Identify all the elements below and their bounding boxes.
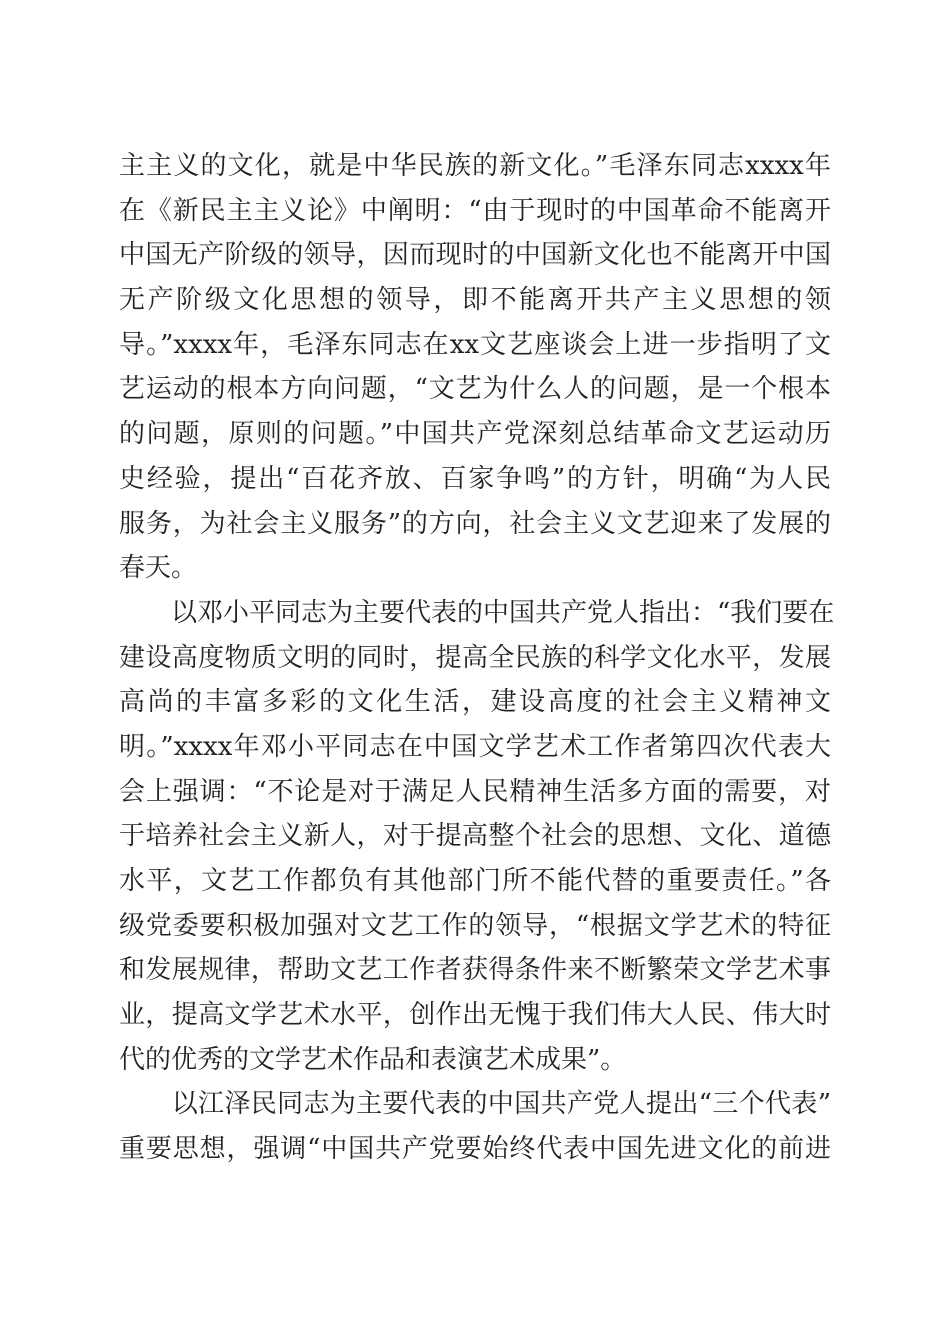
text-line: 和发展规律，帮助文艺工作者获得条件来不断繁荣文学艺术事 xyxy=(119,955,831,986)
paragraph-culture-history xyxy=(119,144,831,591)
text-line: 史经验，提出“百花齐放、百家争鸣”的方针，明确“为人民 xyxy=(119,463,831,494)
text-line: 主主义的文化，就是中华民族的新文化。”毛泽东同志xxxx年 xyxy=(119,151,831,181)
text-line: 级党委要积极加强对文艺工作的领导，“根据文学艺术的特征 xyxy=(119,910,831,941)
text-line: 的问题，原则的问题。”中国共产党深刻总结革命文艺运动历 xyxy=(119,419,831,450)
text-line: 以邓小平同志为主要代表的中国共产党人指出：“我们要在 xyxy=(119,597,835,628)
document-body xyxy=(119,144,835,1172)
text-line: 业，提高文学艺术水平，创作出无愧于我们伟大人民、伟大时 xyxy=(119,1000,831,1031)
paragraph-jiang-zemin xyxy=(119,1082,831,1171)
text-line: 明。”xxxx年邓小平同志在中国文学艺术工作者第四次代表大 xyxy=(119,731,831,762)
text-line: 于培养社会主义新人，对于提高整个社会的思想、文化、道德 xyxy=(119,821,831,852)
text-line: 导。”xxxx年，毛泽东同志在xx文艺座谈会上进一步指明了文 xyxy=(119,329,831,360)
text-line: 代的优秀的文学艺术作品和表演艺术成果”。 xyxy=(119,1044,627,1075)
text-line: 服务，为社会主义服务”的方向，社会主义文艺迎来了发展的 xyxy=(119,508,831,539)
text-line: 以江泽民同志为主要代表的中国共产党人提出“三个代表” xyxy=(119,1089,831,1120)
text-line: 艺运动的根本方向问题，“文艺为什么人的问题，是一个根本 xyxy=(119,374,831,405)
text-line: 无产阶级文化思想的领导，即不能离开共产主义思想的领 xyxy=(119,285,831,316)
text-line: 重要思想，强调“中国共产党要始终代表中国先进文化的前进 xyxy=(119,1134,831,1165)
text-line: 在《新民主主义论》中阐明：“由于现时的中国革命不能离开 xyxy=(119,195,831,226)
text-line: 中国无产阶级的领导，因而现时的中国新文化也不能离开中国 xyxy=(119,240,831,271)
text-line: 会上强调：“不论是对于满足人民精神生活多方面的需要，对 xyxy=(119,776,831,807)
text-line: 水平，文艺工作都负有其他部门所不能代替的重要责任。”各 xyxy=(119,866,831,896)
text-line: 春天。 xyxy=(119,553,198,584)
text-line: 建设高度物质文明的同时，提高全民族的科学文化水平，发展 xyxy=(119,642,831,673)
paragraph-deng-xiaoping xyxy=(119,591,835,1083)
text-line: 高尚的丰富多彩的文化生活，建设高度的社会主义精神文 xyxy=(119,687,831,718)
